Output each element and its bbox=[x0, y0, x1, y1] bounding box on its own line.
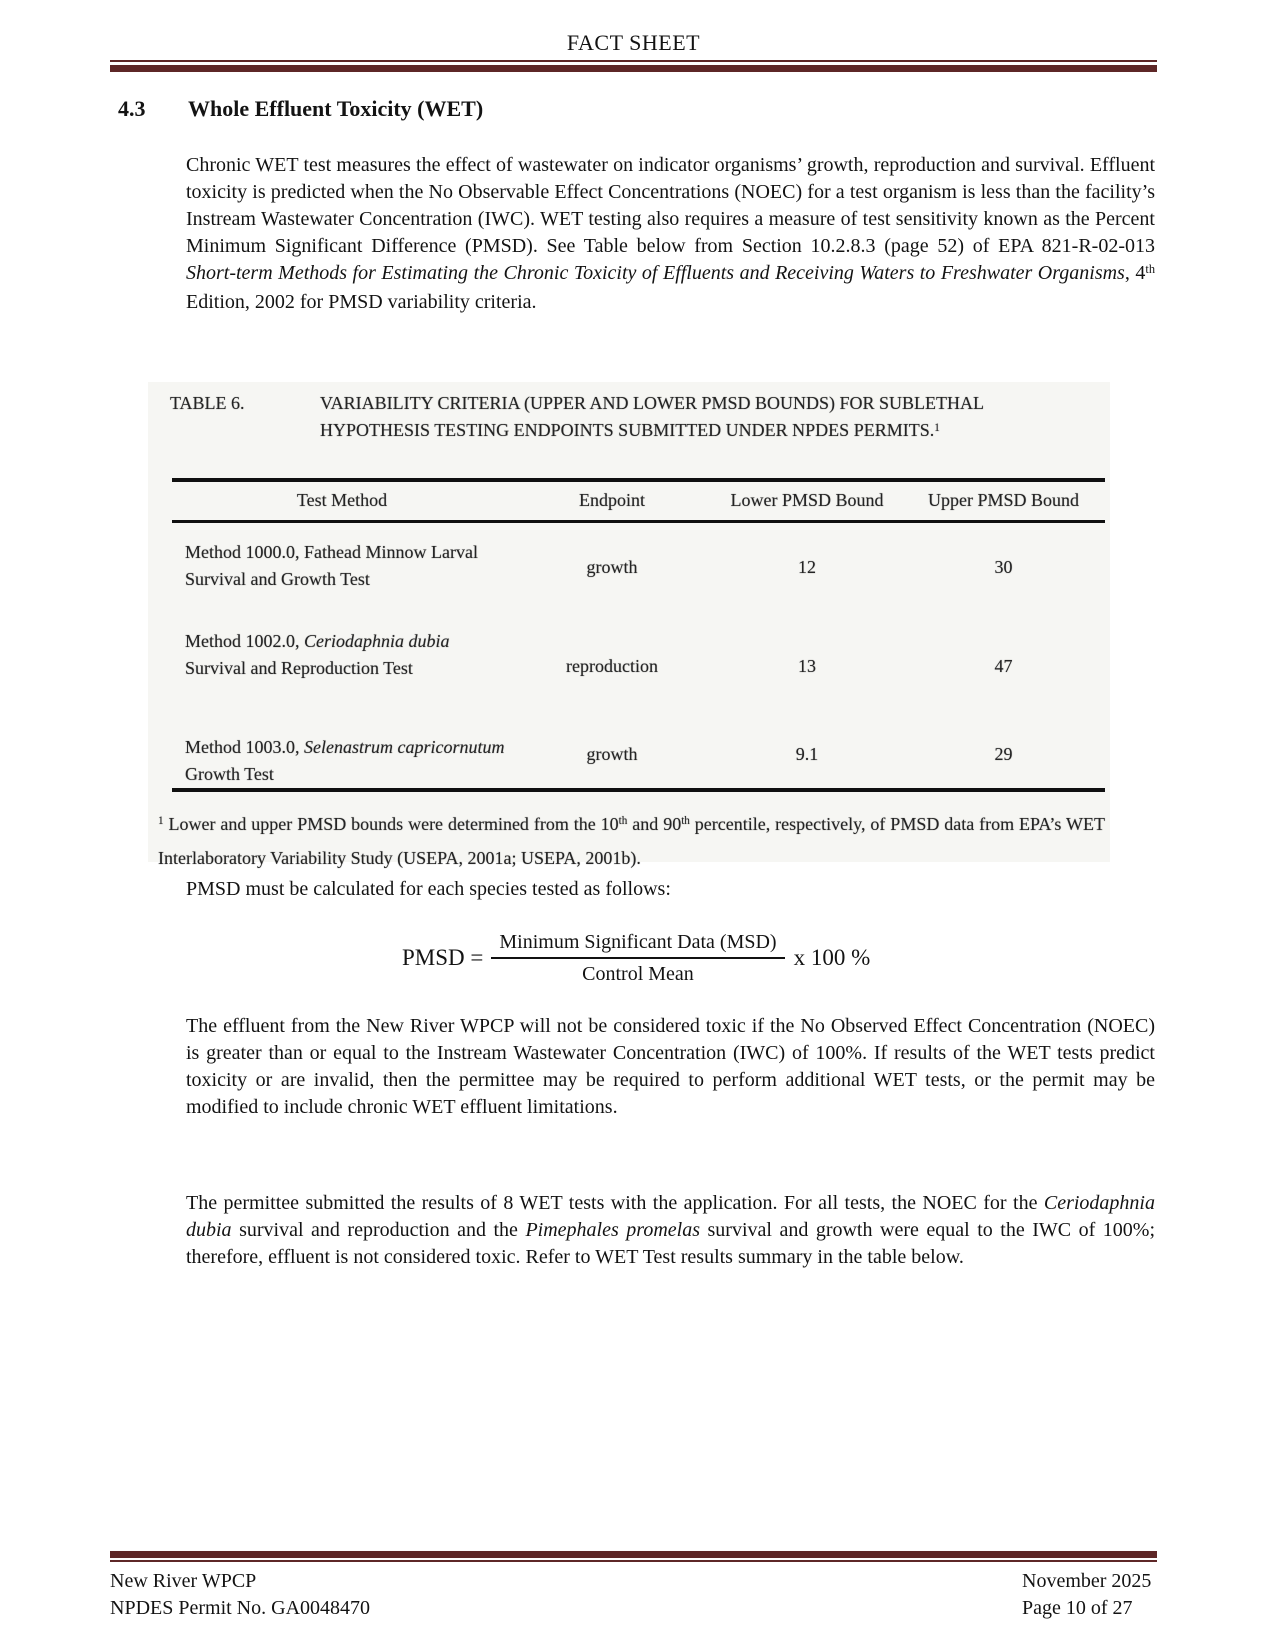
footer-date: November 2025 bbox=[1022, 1570, 1152, 1592]
table6-scanned-region bbox=[148, 382, 1110, 868]
table-header-row bbox=[172, 480, 1105, 522]
table6-caption bbox=[148, 382, 1110, 447]
cell-method: Method 1000.0, Fathead Minnow Larval Survival and Growth Test bbox=[185, 542, 478, 589]
table6-footnote: $^1$ Lower and upper PMSD bounds were determined from the 10th and 90th percentile, respectively, of PMSD data from EPA’s WET Interlaboratory Variability Study (USEPA, 2001a; USEPA, 2001b). bbox=[158, 813, 1105, 868]
cell-upper-bound: 47 bbox=[994, 656, 1013, 676]
cell-endpoint: reproduction bbox=[566, 656, 658, 676]
section-title: Whole Effluent Toxicity (WET) bbox=[188, 96, 484, 121]
footer-rule-thick bbox=[110, 1551, 1157, 1558]
paragraph-wet-intro: Chronic WET test measures the effect of wastewater on indicator organisms’ growth, reproduction and survival. Effluent toxicity is predicted when the No Observable Effect Concentrations (NOEC) for a test organism is less than the facility’s Instream Wastewater Concentration (IWC). WET testing also requires a measure of test sensitivity known as the Percent Minimum Significant Difference (PMSD). See Table below from Section 10.2.8.3 (page 52) of EPA 821-R-02-013 Short-term Methods for Estimating the Chronic Toxicity of Effluents and Receiving Waters to Freshwater Organisms, 4th Edition, 2002 for PMSD variability criteria. bbox=[186, 154, 1156, 313]
footer-facility-name: New River WPCP bbox=[110, 1570, 257, 1592]
footer-right bbox=[1022, 1568, 1157, 1622]
formula-lhs: PMSD = bbox=[402, 945, 484, 970]
footer-row bbox=[110, 1568, 1157, 1622]
pmsd-formula bbox=[402, 930, 870, 986]
document-header bbox=[110, 30, 1157, 72]
formula-rhs: x 100 % bbox=[793, 945, 871, 970]
table6-title bbox=[320, 390, 1060, 447]
pmsd-bounds-table bbox=[172, 478, 1105, 792]
header-rule-thick bbox=[110, 65, 1157, 72]
cell-upper-bound: 30 bbox=[994, 556, 1013, 577]
col-header-lower-pmsd: Lower PMSD Bound bbox=[712, 480, 902, 522]
cell-method: Method 1002.0, Ceriodaphnia dubia Survival and Reproduction Test bbox=[185, 630, 450, 678]
formula-denominator: Control Mean bbox=[582, 963, 694, 985]
table6-label: TABLE 6. bbox=[170, 393, 245, 413]
cell-method: Method 1003.0, Selenastrum capricornutum Growth Test bbox=[185, 736, 505, 784]
document-footer bbox=[110, 1551, 1157, 1622]
cell-endpoint: growth bbox=[586, 556, 638, 577]
table6-title-line2: HYPOTHESIS TESTING ENDPOINTS SUBMITTED UNDER NPDES PERMITS. bbox=[320, 420, 935, 440]
cell-endpoint: growth bbox=[586, 744, 638, 764]
pmsd-calculation-intro: PMSD must be calculated for each species tested as follows: bbox=[186, 878, 671, 900]
document-title: FACT SHEET bbox=[566, 30, 701, 55]
col-header-test-method: Test Method bbox=[172, 480, 512, 522]
footer-left bbox=[110, 1568, 370, 1622]
section-number: 4.3 bbox=[118, 96, 146, 121]
header-rule-thin bbox=[110, 60, 1157, 62]
col-header-upper-pmsd: Upper PMSD Bound bbox=[902, 480, 1105, 522]
table6-footnote-ref: 1 bbox=[934, 421, 940, 434]
paragraph-effluent-toxicity: The effluent from the New River WPCP will not be considered toxic if the No Observed Effect Concentration (NOEC) is greater than or equal to the Instream Wastewater Concentration (IWC) of 100%. If results of the WET tests predict toxicity or are invalid, then the permittee may be required to perform additional WET tests, or the permit may be modified to include chronic WET effluent limitations. bbox=[186, 1015, 1155, 1118]
formula-numerator: Minimum Significant Data (MSD) bbox=[491, 930, 784, 959]
table-row bbox=[172, 612, 1105, 722]
paragraph-permittee-results: The permittee submitted the results of 8 WET tests with the application. For all tests, the NOEC for the Ceriodaphnia dubia survival and reproduction and the Pimephales promelas survival and growth were equal to the IWC of 100%; therefore, effluent is not considered toxic. Refer to WET Test results summary in the table below. bbox=[186, 1192, 1155, 1268]
section-heading bbox=[118, 96, 483, 122]
footer-rule-thin bbox=[110, 1560, 1157, 1562]
col-header-endpoint: Endpoint bbox=[512, 480, 712, 522]
table6-title-line1: VARIABILITY CRITERIA (UPPER AND LOWER PMSD BOUNDS) FOR SUBLETHAL bbox=[320, 393, 985, 413]
cell-lower-bound: 13 bbox=[798, 656, 816, 676]
footer-page-number: Page 10 of 27 bbox=[1022, 1597, 1133, 1619]
formula-fraction bbox=[491, 930, 784, 986]
cell-upper-bound: 29 bbox=[994, 744, 1013, 764]
footer-permit-number: NPDES Permit No. GA0048470 bbox=[110, 1597, 371, 1619]
table-row bbox=[172, 522, 1105, 612]
cell-lower-bound: 12 bbox=[798, 556, 816, 577]
table-row bbox=[172, 722, 1105, 790]
cell-lower-bound: 9.1 bbox=[795, 744, 819, 764]
